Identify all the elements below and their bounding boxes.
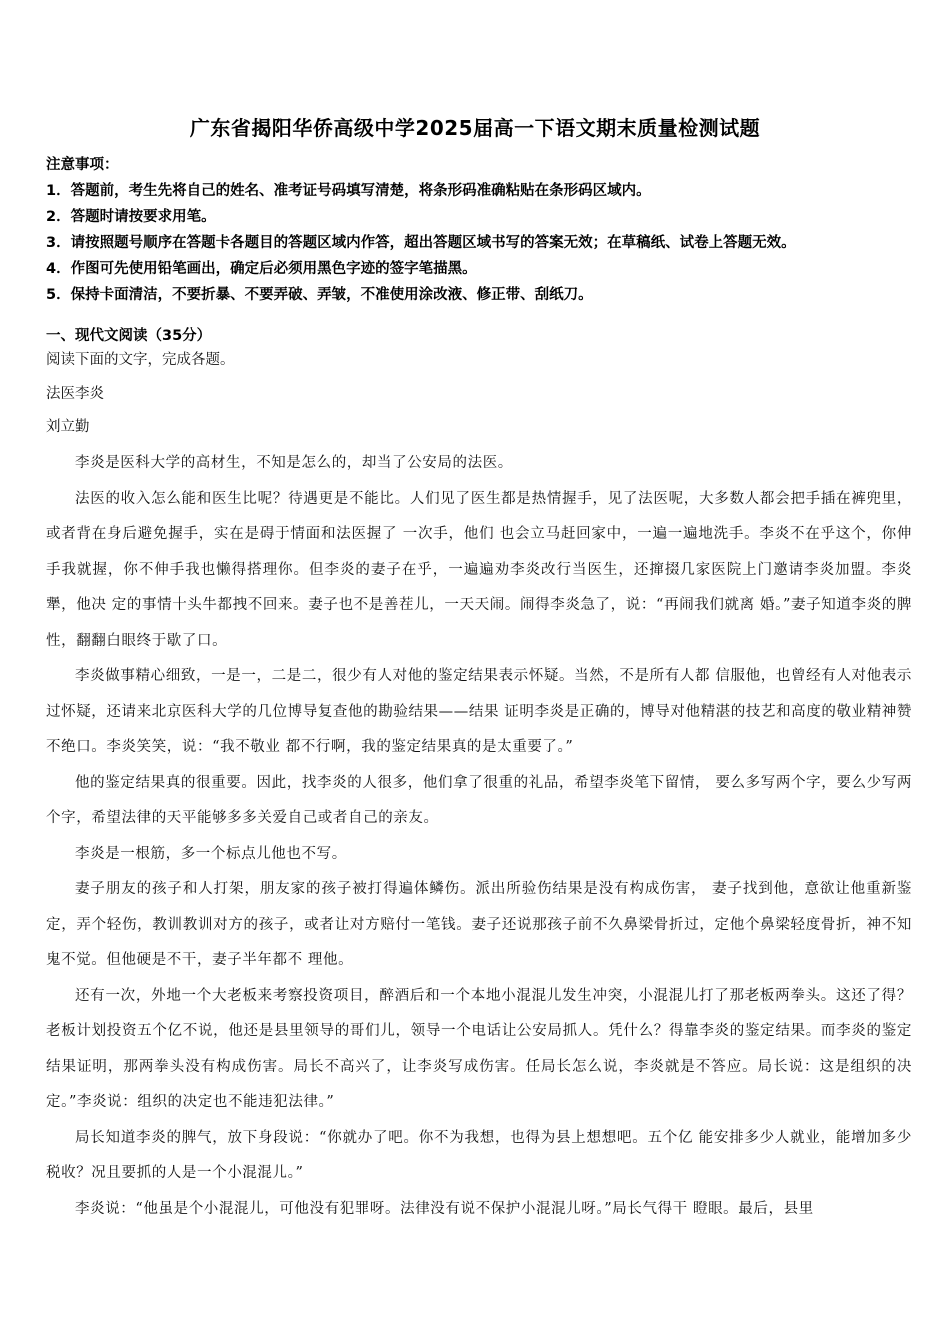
paragraph: 李炎做事精心细致，一是一，二是二，很少有人对他的鉴定结果表示怀疑。当然，不是所有人都 信服他，也曾经有人对他表示过怀疑，还请来北京医科大学的几位博导复查他的勘验结果——结果 证明李炎是正确的，博导对他精湛的技艺和高度的敬业精神赞不绝口。李炎笑笑，说：“我不敬业 都不行啊，我的鉴定结果真的是太重要了。”: [46, 668, 912, 755]
paragraph: 法医的收入怎么能和医生比呢？待遇更是不能比。人们见了医生都是热情握手，见了法医呢，大多数人都会把手插在裤兜里，或者背在身后避免握手，实在是碍于情面和法医握了 一次手，他们 也会立马赶回家中，一遍一遍地洗手。李炎不在乎这个，你伸手我就握，你不伸手我也懒得搭理你。但李炎的妻子在乎，一遍遍劝李炎改行当医生，还撺掇几家医院上门邀请李炎加盟。李炎犟，他决 定的事情十头牛都拽不回来。妻子也不是善茬儿，一天天闹。闹得李炎急了，说：“再闹我们就离 婚。”妻子知道李炎的脾性，翻翻白眼终于歇了口。: [46, 490, 912, 649]
paragraph: 妻子朋友的孩子和人打架，朋友家的孩子被打得遍体鳞伤。派出所验伤结果是没有构成伤害， 妻子找到他，意欲让他重新鉴定，弄个轻伤，教训教训对方的孩子，或者让对方赔付一笔钱。妻子还说那孩子前不久鼻梁骨折过，定他个鼻梁轻度骨折，神不知鬼不觉。但他硬是不干，妻子半年都不 理他。: [46, 881, 912, 968]
note-item: 3．请按照题号顺序在答题卡各题目的答题区域内作答，超出答题区域书写的答案无效；在草稿纸、试卷上答题无效。: [46, 235, 796, 251]
note-item: 4．作图可先使用铅笔画出，确定后必须用黑色字迹的签字笔描黑。: [46, 261, 477, 277]
passage-body: [46, 446, 912, 1227]
note-item: 2．答题时请按要求用笔。: [46, 209, 216, 225]
paragraph: 他的鉴定结果真的很重要。因此，找李炎的人很多，他们拿了很重的礼品，希望李炎笔下留情， 要么多写两个字，要么少写两个字，希望法律的天平能够多多关爱自己或者自己的亲友。: [46, 774, 912, 826]
paragraph: 还有一次，外地一个大老板来考察投资项目，醉酒后和一个本地小混混儿发生冲突，小混混儿打了那老板两拳头。这还了得？老板计划投资五个亿不说，他还是县里领导的哥们儿，领导一个电话让公安局抓人。凭什么？得靠李炎的鉴定结果。而李炎的鉴定结果证明，那两拳头没有构成伤害。局长不高兴了，让李炎写成伤害。任局长怎么说，李炎就是不答应。局长说：这是组织的决定。”李炎说：组织的决定也不能违犯法律。”: [46, 987, 912, 1110]
notes-heading: 注意事项：: [46, 157, 119, 173]
exam-title: 广东省揭阳华侨高级中学2025届高一下语文期末质量检测试题: [189, 116, 761, 140]
instruction-text: 阅读下面的文字，完成各题。: [46, 352, 235, 368]
paragraph: 李炎说：“他虽是个小混混儿，可他没有犯罪呀。法律没有说不保护小混混儿呀。”局长气得干 瞪眼。最后，县里: [75, 1200, 814, 1217]
note-item: 1．答题前，考生先将自己的姓名、准考证号码填写清楚，将条形码准确粘贴在条形码区域内。: [46, 183, 651, 199]
paragraph: 李炎是医科大学的高材生，不知是怎么的，却当了公安局的法医。: [75, 455, 513, 471]
passage-title: 法医李炎: [46, 386, 104, 402]
note-item: 5．保持卡面清洁，不要折暴、不要弄破、弄皱，不准使用涂改液、修正带、刮纸刀。: [46, 287, 593, 303]
section-heading: 一、现代文阅读（35分）: [46, 328, 212, 344]
paragraph: 局长知道李炎的脾气，放下身段说：“你就办了吧。你不为我想，也得为县上想想吧。五个亿 能安排多少人就业，能增加多少税收？况且要抓的人是一个小混混儿。”: [46, 1129, 912, 1181]
notes-block: [46, 152, 916, 308]
passage-author: 刘立勤: [46, 419, 90, 435]
paragraph: 李炎是一根筋，多一个标点儿他也不写。: [75, 845, 347, 862]
